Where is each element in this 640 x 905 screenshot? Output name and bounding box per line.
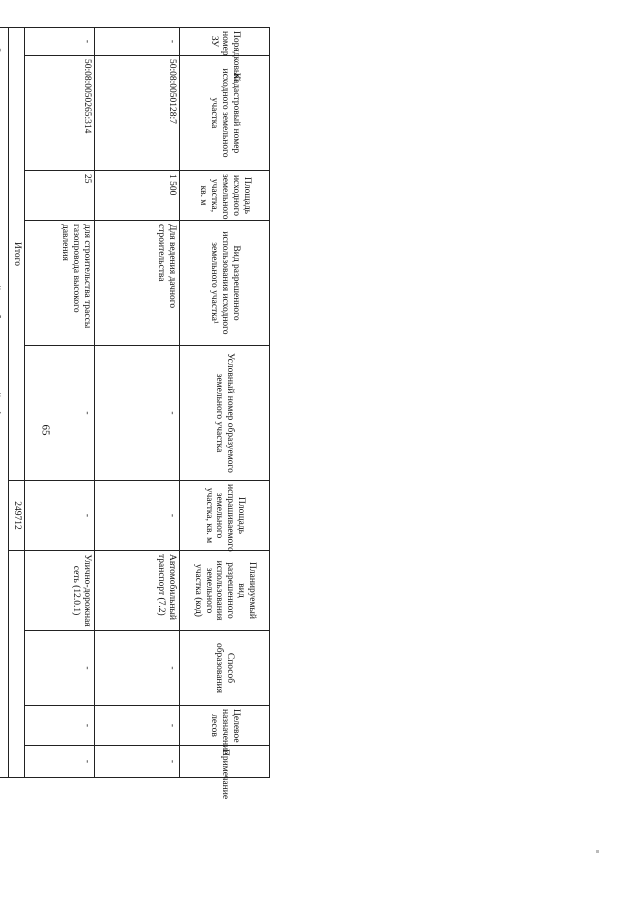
cell: - [95,706,180,746]
section-title [0,28,9,778]
rotated-table-container [0,27,270,800]
cell: для строительства трассы газопровода высокого давления [25,221,95,346]
header-source-area: Площадь исходного земельного участка, кв. м [180,171,270,221]
cell: - [25,28,95,56]
cell: - [25,746,95,778]
section-row [0,28,9,778]
header-requested-area: Площадь испрашиваемого земельного участка, кв. м [180,481,270,551]
cell: Для ведения дачного строительства [95,221,180,346]
header-formation-method: Способ образования [180,631,270,706]
total-row [9,28,25,778]
total-label: Итого [9,28,25,481]
header-row [180,28,270,778]
header-forest-purpose: Целевое назначение лесов [180,706,270,746]
header-cadastral-number: Кадастровый номер исходного земельного участка [180,56,270,171]
cell [9,551,25,778]
header-planned-use: Планируемый вид разрешенного использования земельного участка (код) [180,551,270,631]
cell: - [95,746,180,778]
cell: 1 500 [95,171,180,221]
scan-dot [596,850,599,853]
total-value: 249712 [9,481,25,551]
cell: - [25,346,95,481]
header-conditional-number: Условный номер образуемого земельного участка [180,346,270,481]
land-plots-table [0,27,270,800]
table-row [25,28,95,778]
cell: - [95,631,180,706]
cell: - [95,28,180,56]
header-permitted-use: Вид разрешенного использования исходного земельного участка¹ [180,221,270,346]
cell: - [95,346,180,481]
cell: - [25,706,95,746]
cell: 50:08:0050265:314 [25,56,95,171]
cell: - [25,481,95,551]
header-note: Примечание [180,746,270,778]
cell: Улично-дорожная сеть (12.0.1) [25,551,95,631]
header-order-number: Порядковый номер ЗУ [180,28,270,56]
cell: Автомобильный транспорт (7.2) [95,551,180,631]
table-row [95,28,180,778]
cell: - [95,481,180,551]
cell: 25 [25,171,95,221]
page-number: 65 [39,424,52,436]
cell: 50:08:0050128:7 [95,56,180,171]
cell: - [25,631,95,706]
